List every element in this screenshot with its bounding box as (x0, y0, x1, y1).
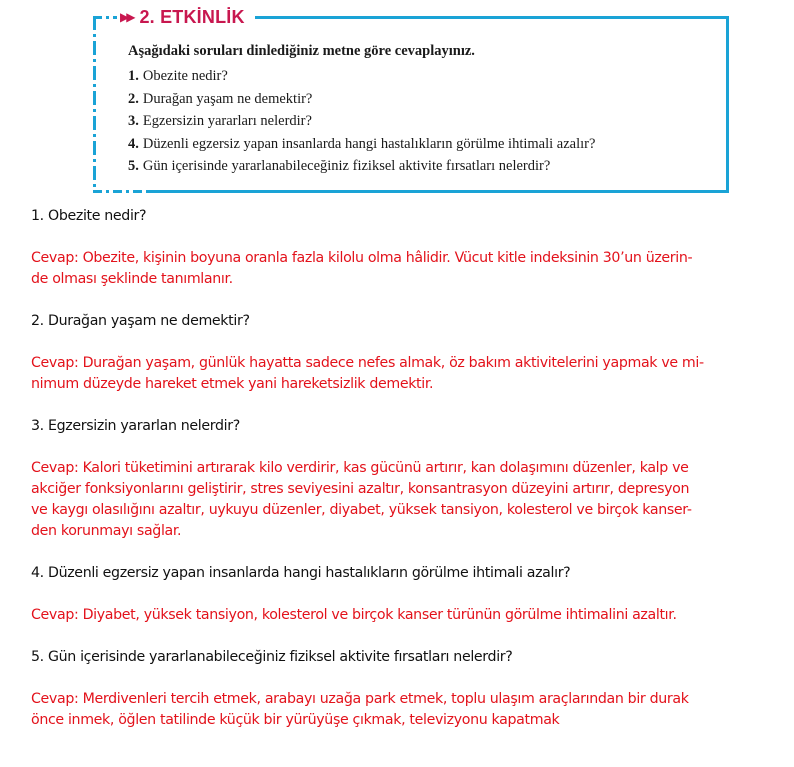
question-number: 3. (128, 113, 139, 129)
answer-line: önce inmek, öğlen tatilinde küçük bir yürüyüşe çıkmak, televizyonu kapatmak (31, 712, 560, 728)
qa-item (31, 311, 741, 395)
answer-line: Cevap: Durağan yaşam, günlük hayatta sadece nefes almak, öz bakım aktivitelerini yapmak ve mi- (31, 355, 704, 371)
activity-question (128, 133, 595, 156)
activity-question (128, 88, 595, 111)
frame-bottom-dash (93, 190, 149, 193)
activity-title: 2. ETKİNLİK (139, 6, 245, 27)
qa-question: 1. Obezite nedir? (31, 208, 147, 224)
qa-answer (31, 248, 741, 290)
question-text: Gün içerisinde yararlanabileceğiniz fiziksel aktivite fırsatları nelerdir? (142, 158, 551, 174)
activity-question (128, 110, 595, 133)
answers-section (31, 206, 741, 752)
activity-question-list (128, 65, 595, 178)
answer-line: Cevap: Merdivenleri tercih etmek, arabayı uzağa park etmek, toplu ulaşım araçlarından bir durak (31, 691, 689, 707)
frame-top-line (255, 16, 729, 19)
answer-line: Cevap: Kalori tüketimini artırarak kilo verdirir, kas gücünü artırır, kan dolaşımını düzenler, kalp ve (31, 460, 689, 476)
question-number: 1. (128, 68, 139, 84)
answer-line: nimum düzeyde hareket etmek yani hareketsizlik demektir. (31, 376, 434, 392)
answer-line: Cevap: Diyabet, yüksek tansiyon, kolesterol ve birçok kanser türünün görülme ihtimalini azaltır. (31, 607, 677, 623)
activity-question (128, 65, 595, 88)
activity-box (93, 6, 729, 193)
qa-question: 2. Durağan yaşam ne demektir? (31, 313, 250, 329)
qa-question: 3. Egzersizin yararlan nelerdir? (31, 418, 240, 434)
question-number: 4. (128, 135, 139, 152)
frame-left-dash (93, 16, 96, 193)
activity-instruction: Aşağıdaki soruları dinlediğiniz metne göre cevaplayınız. (128, 43, 475, 59)
qa-answer (31, 605, 741, 626)
qa-question: 5. Gün içerisinde yararlanabileceğiniz fiziksel aktivite fırsatları nelerdir? (31, 649, 513, 665)
question-text: Obezite nedir? (142, 68, 228, 84)
question-text: Egzersizin yararları nelerdir? (142, 113, 312, 129)
frame-right-line (726, 16, 729, 193)
question-number: 5. (128, 158, 139, 174)
answer-line: akciğer fonksiyonlarını geliştirir, stres seviyesini azaltır, konsantrasyon düzeyini artırır, depresyon (31, 481, 690, 497)
activity-question (128, 155, 595, 178)
qa-item (31, 206, 741, 290)
answer-line: ve kaygı olasılığını azaltır, uykuyu düzenler, diyabet, yüksek tansiyon, kolesterol ve birçok kanser- (31, 502, 692, 518)
activity-heading (117, 7, 249, 27)
frame-bottom-line (149, 190, 729, 193)
qa-item (31, 563, 741, 626)
qa-question: 4. Düzenli egzersiz yapan insanlarda hangi hastalıkların görülme ihtimali azalır? (31, 565, 571, 581)
frame-top-dash (93, 16, 117, 19)
answer-line: Cevap: Obezite, kişinin boyuna oranla fazla kilolu olma hâlidir. Vücut kitle indeksinin 30’un üzerin- (31, 250, 693, 266)
qa-answer (31, 689, 741, 731)
question-text: Durağan yaşam ne demektir? (142, 90, 313, 107)
qa-item (31, 647, 741, 731)
question-number: 2. (128, 90, 139, 107)
qa-answer (31, 353, 741, 395)
answer-line: de olması şeklinde tanımlanır. (31, 271, 233, 287)
question-text: Düzenli egzersiz yapan insanlarda hangi hastalıkların görülme ihtimali azalır? (142, 135, 596, 152)
qa-answer (31, 458, 741, 542)
double-chevron-right-icon: ▶▶ (120, 10, 133, 24)
answer-line: den korunmayı sağlar. (31, 523, 182, 539)
qa-item (31, 416, 741, 542)
